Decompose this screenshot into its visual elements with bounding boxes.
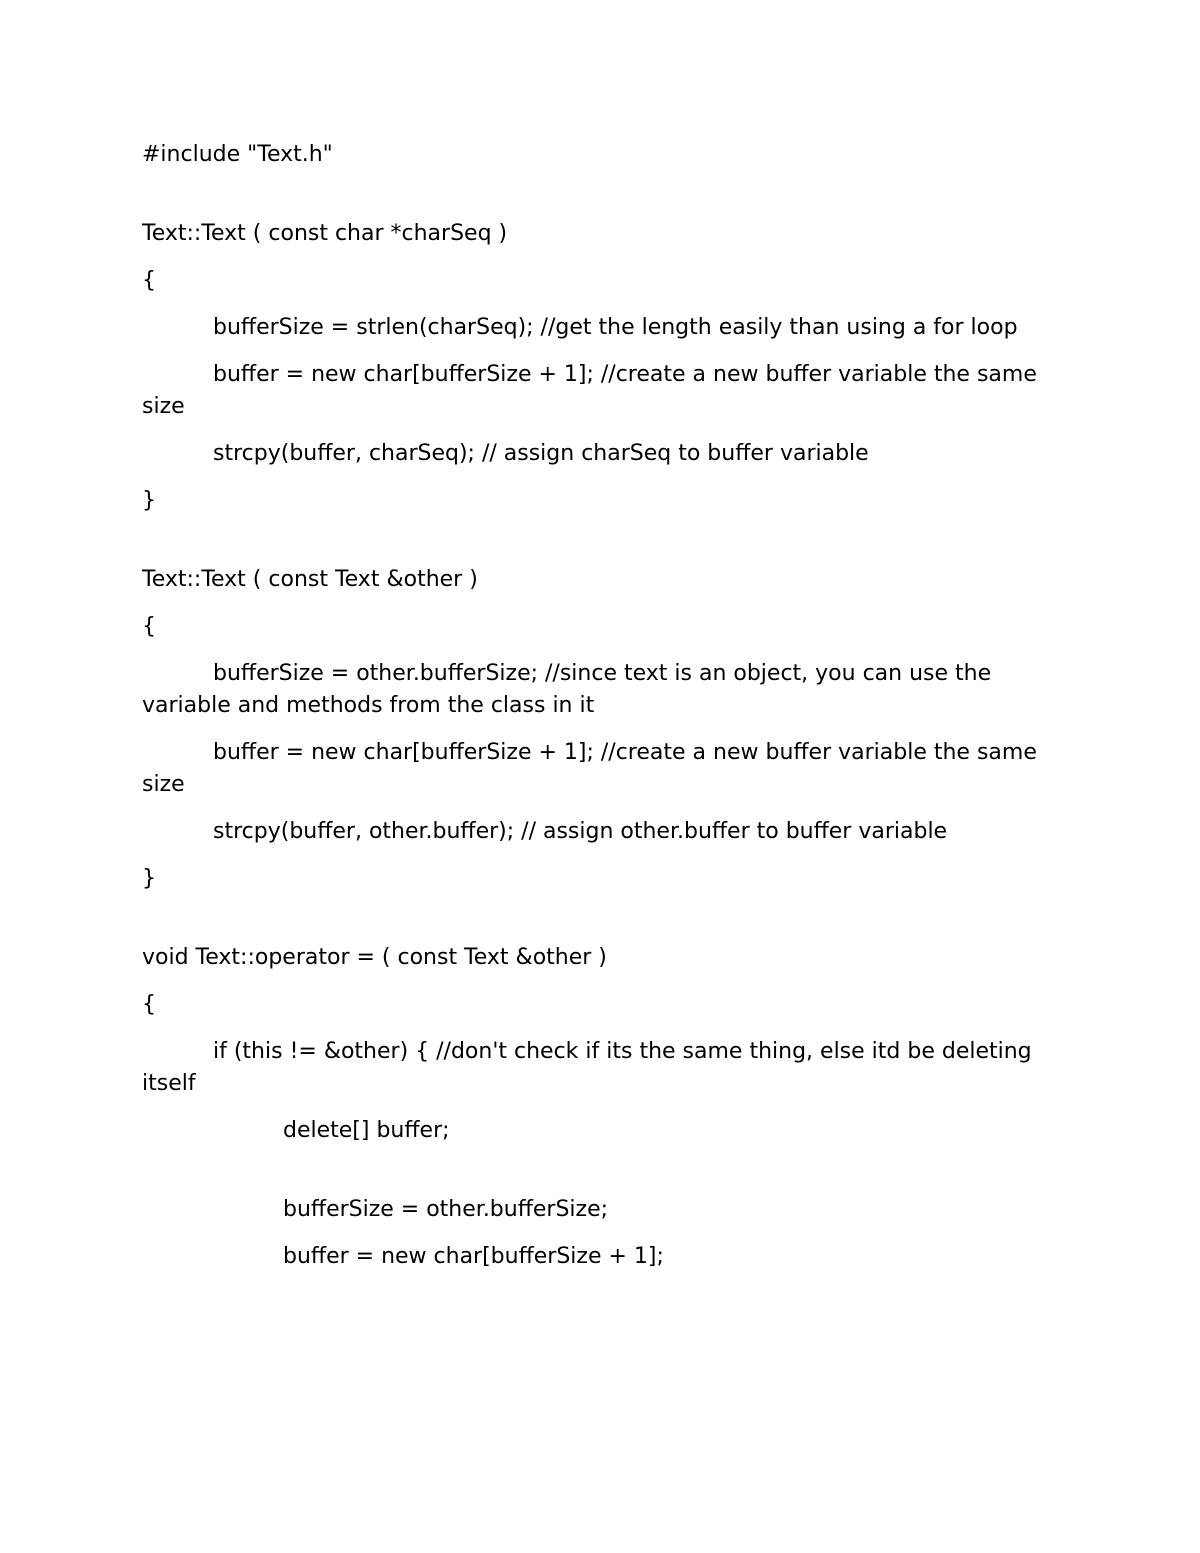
code-line: buffer = new char[bufferSize + 1]; bbox=[283, 1244, 664, 1269]
code-text-block bbox=[142, 132, 1062, 1273]
code-line: delete[] buffer; bbox=[283, 1118, 450, 1143]
code-line: void Text::operator = ( const Text &other ) bbox=[142, 945, 607, 970]
code-line: } bbox=[142, 488, 156, 513]
code-line: { bbox=[142, 992, 156, 1017]
code-line: { bbox=[142, 614, 156, 639]
code-line: bufferSize = strlen(charSeq); //get the length easily than using a for loop bbox=[213, 315, 1018, 340]
code-line: bufferSize = other.bufferSize; //since text is an object, you can use the variable and methods from the class in it bbox=[142, 661, 992, 718]
code-line: if (this != &other) { //don't check if its the same thing, else itd be deleting itself bbox=[142, 1039, 1032, 1096]
code-line: bufferSize = other.bufferSize; bbox=[283, 1197, 609, 1222]
code-line: strcpy(buffer, other.buffer); // assign other.buffer to buffer variable bbox=[213, 819, 948, 844]
code-line: Text::Text ( const char *charSeq ) bbox=[142, 221, 508, 246]
code-line: { bbox=[142, 268, 156, 293]
code-line: Text::Text ( const Text &other ) bbox=[142, 567, 478, 592]
code-line: #include "Text.h" bbox=[142, 142, 333, 167]
code-line: buffer = new char[bufferSize + 1]; //create a new buffer variable the same size bbox=[142, 740, 1037, 797]
code-line: buffer = new char[bufferSize + 1]; //create a new buffer variable the same size bbox=[142, 362, 1037, 419]
code-line: strcpy(buffer, charSeq); // assign charSeq to buffer variable bbox=[213, 441, 869, 466]
code-line: } bbox=[142, 866, 156, 891]
